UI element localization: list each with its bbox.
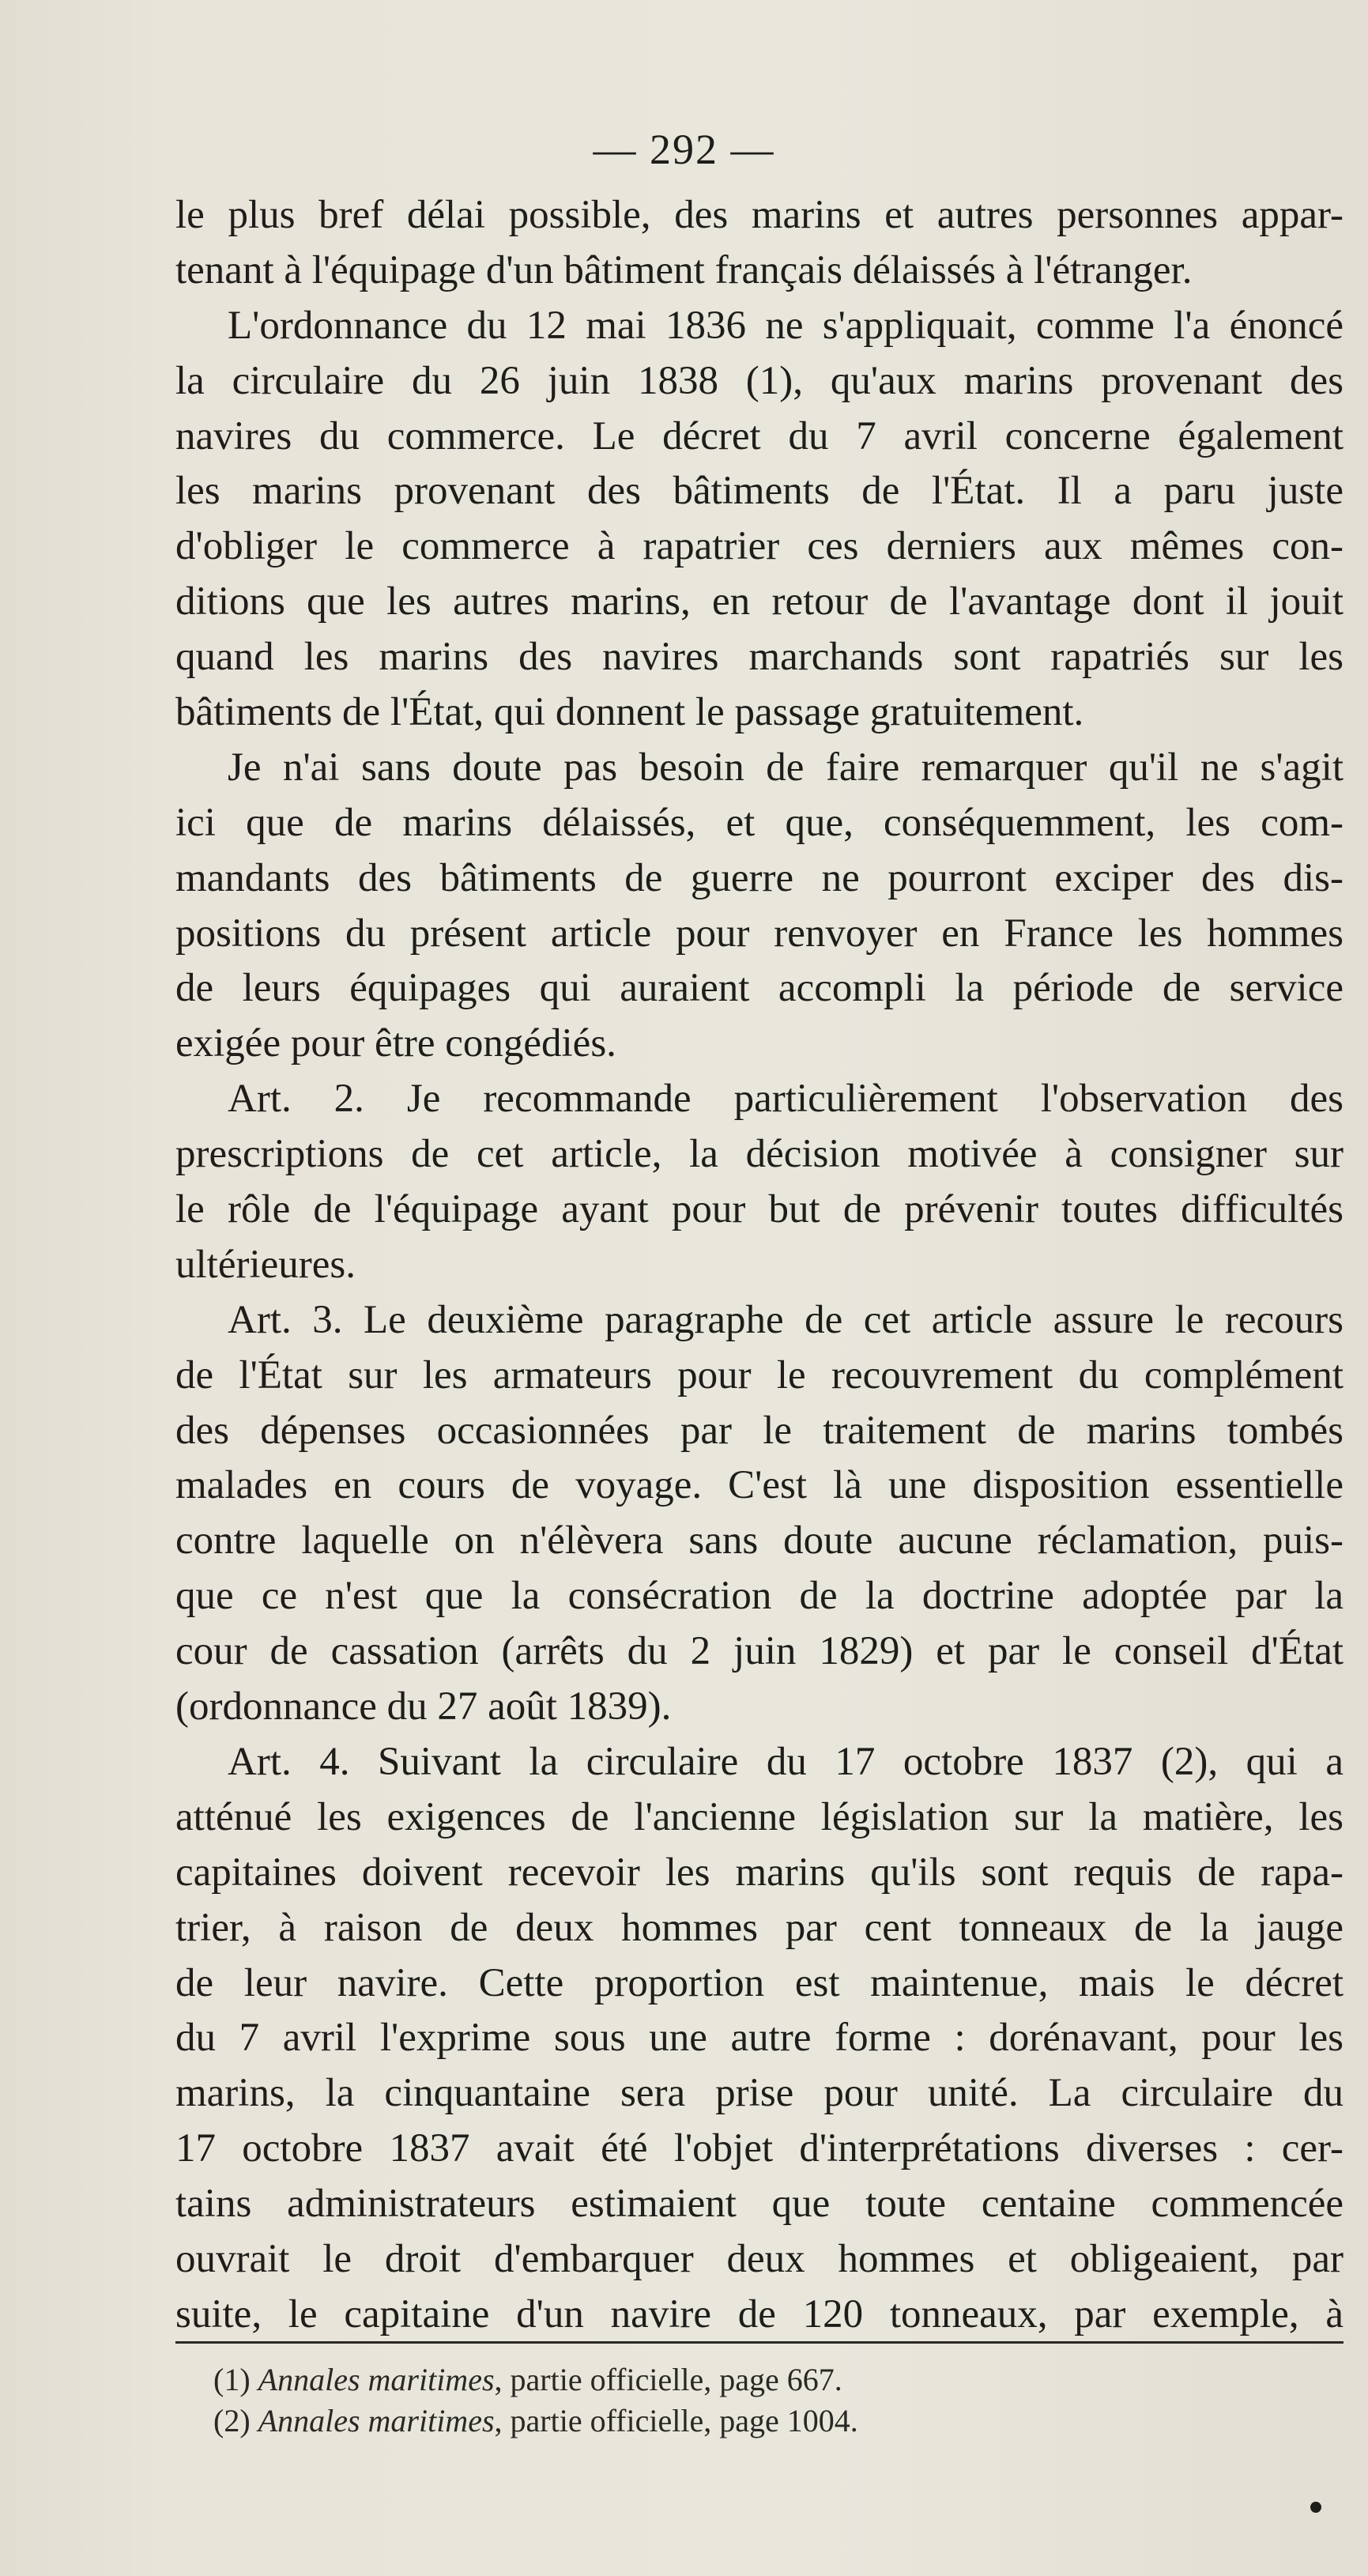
- text-line: Art. 4. Suivant la circulaire du 17 octobre 1837 (2), qui a: [228, 1739, 1344, 1784]
- footnote-text: , partie officielle, page 1004.: [494, 2403, 858, 2438]
- text-line: Art. 2. Je recommande particulièrement l'observation des: [228, 1077, 1344, 1122]
- text-line: Je n'ai sans doute pas besoin de faire remarquer qu'il ne s'agit: [228, 745, 1344, 790]
- text-line: ultérieures.: [175, 1242, 356, 1287]
- text-line: les marins provenant des bâtiments de l'État. Il a paru juste: [175, 469, 1344, 514]
- text-line: contre laquelle on n'élèvera sans doute aucune réclamation, puis-: [175, 1518, 1344, 1563]
- text-line: (ordonnance du 27 août 1839).: [175, 1684, 672, 1729]
- text-line: atténué les exigences de l'ancienne législation sur la matière, les: [175, 1794, 1344, 1839]
- footnote-text: , partie officielle, page 667.: [494, 2362, 842, 2397]
- text-line: tenant à l'équipage d'un bâtiment français délaissés à l'étranger.: [175, 247, 1193, 292]
- text-line: Art. 3. Le deuxième paragraphe de cet article assure le recours: [228, 1297, 1344, 1342]
- text-line: de leur navire. Cette proportion est maintenue, mais le décret: [175, 1960, 1344, 2005]
- ink-spot: [1310, 2502, 1321, 2513]
- footnote-marker: (1): [213, 2362, 251, 2397]
- text-line: que ce n'est que la consécration de la doctrine adoptée par la: [175, 1574, 1344, 1619]
- footnote-source: Annales maritimes: [258, 2362, 495, 2397]
- text-line: du 7 avril l'exprime sous une autre forme : dorénavant, pour les: [175, 2016, 1344, 2061]
- text-line: 17 octobre 1837 avait été l'objet d'interprétations diverses : cer-: [175, 2126, 1344, 2171]
- text-line: quand les marins des navires marchands sont rapatriés sur les: [175, 635, 1344, 680]
- footnote-marker: (2): [213, 2403, 251, 2438]
- text-line: marins, la cinquantaine sera prise pour unité. La circulaire du: [175, 2071, 1344, 2116]
- text-line: le rôle de l'équipage ayant pour but de prévenir toutes difficultés: [175, 1187, 1344, 1232]
- text-line: exigée pour être congédiés.: [175, 1021, 616, 1066]
- page-number: — 292 —: [593, 126, 775, 173]
- text-line: suite, le capitaine d'un navire de 120 tonneaux, par exemple, à: [175, 2291, 1344, 2337]
- text-line: capitaines doivent recevoir les marins qu'ils sont requis de rapa-: [175, 1850, 1344, 1895]
- text-line: d'obliger le commerce à rapatrier ces derniers aux mêmes con-: [175, 524, 1344, 569]
- text-line: L'ordonnance du 12 mai 1836 ne s'appliquait, comme l'a énoncé: [228, 303, 1344, 348]
- text-line: le plus bref délai possible, des marins et autres personnes appar-: [175, 193, 1344, 237]
- text-line: malades en cours de voyage. C'est là une disposition essentielle: [175, 1463, 1344, 1508]
- text-line: cour de cassation (arrêts du 2 juin 1829) et par le conseil d'État: [175, 1629, 1344, 1674]
- text-line: bâtiments de l'État, qui donnent le passage gratuitement.: [175, 690, 1084, 735]
- text-line: navires du commerce. Le décret du 7 avril concerne également: [175, 413, 1344, 458]
- text-line: tains administrateurs estimaient que toute centaine commencée: [175, 2182, 1344, 2227]
- text-line: trier, à raison de deux hommes par cent tonneaux de la jauge: [175, 1905, 1344, 1950]
- body-text: [175, 188, 1344, 2343]
- text-line: ouvrait le droit d'embarquer deux hommes et obligeaient, par: [175, 2236, 1344, 2281]
- footnote-source: Annales maritimes: [258, 2403, 495, 2438]
- text-line: ditions que les autres marins, en retour de l'avantage dont il jouit: [175, 579, 1344, 624]
- footnote: [175, 2359, 1344, 2401]
- text-line: mandants des bâtiments de guerre ne pourront exciper des dis-: [175, 855, 1344, 900]
- footnote: [175, 2401, 1344, 2442]
- text-line: ici que de marins délaissés, et que, conséquemment, les com-: [175, 800, 1344, 845]
- text-line: la circulaire du 26 juin 1838 (1), qu'aux marins provenant des: [175, 358, 1344, 403]
- text-line: prescriptions de cet article, la décision motivée à consigner sur: [175, 1132, 1344, 1177]
- text-line: positions du présent article pour renvoyer en France les hommes: [175, 911, 1344, 956]
- text-line: de l'État sur les armateurs pour le recouvrement du complément: [175, 1352, 1344, 1397]
- footnotes: [175, 2359, 1344, 2442]
- text-line: de leurs équipages qui auraient accompli la période de service: [175, 966, 1344, 1011]
- text-line: des dépenses occasionnées par le traitement de marins tombés: [175, 1408, 1344, 1453]
- footnote-divider: [175, 2341, 1344, 2344]
